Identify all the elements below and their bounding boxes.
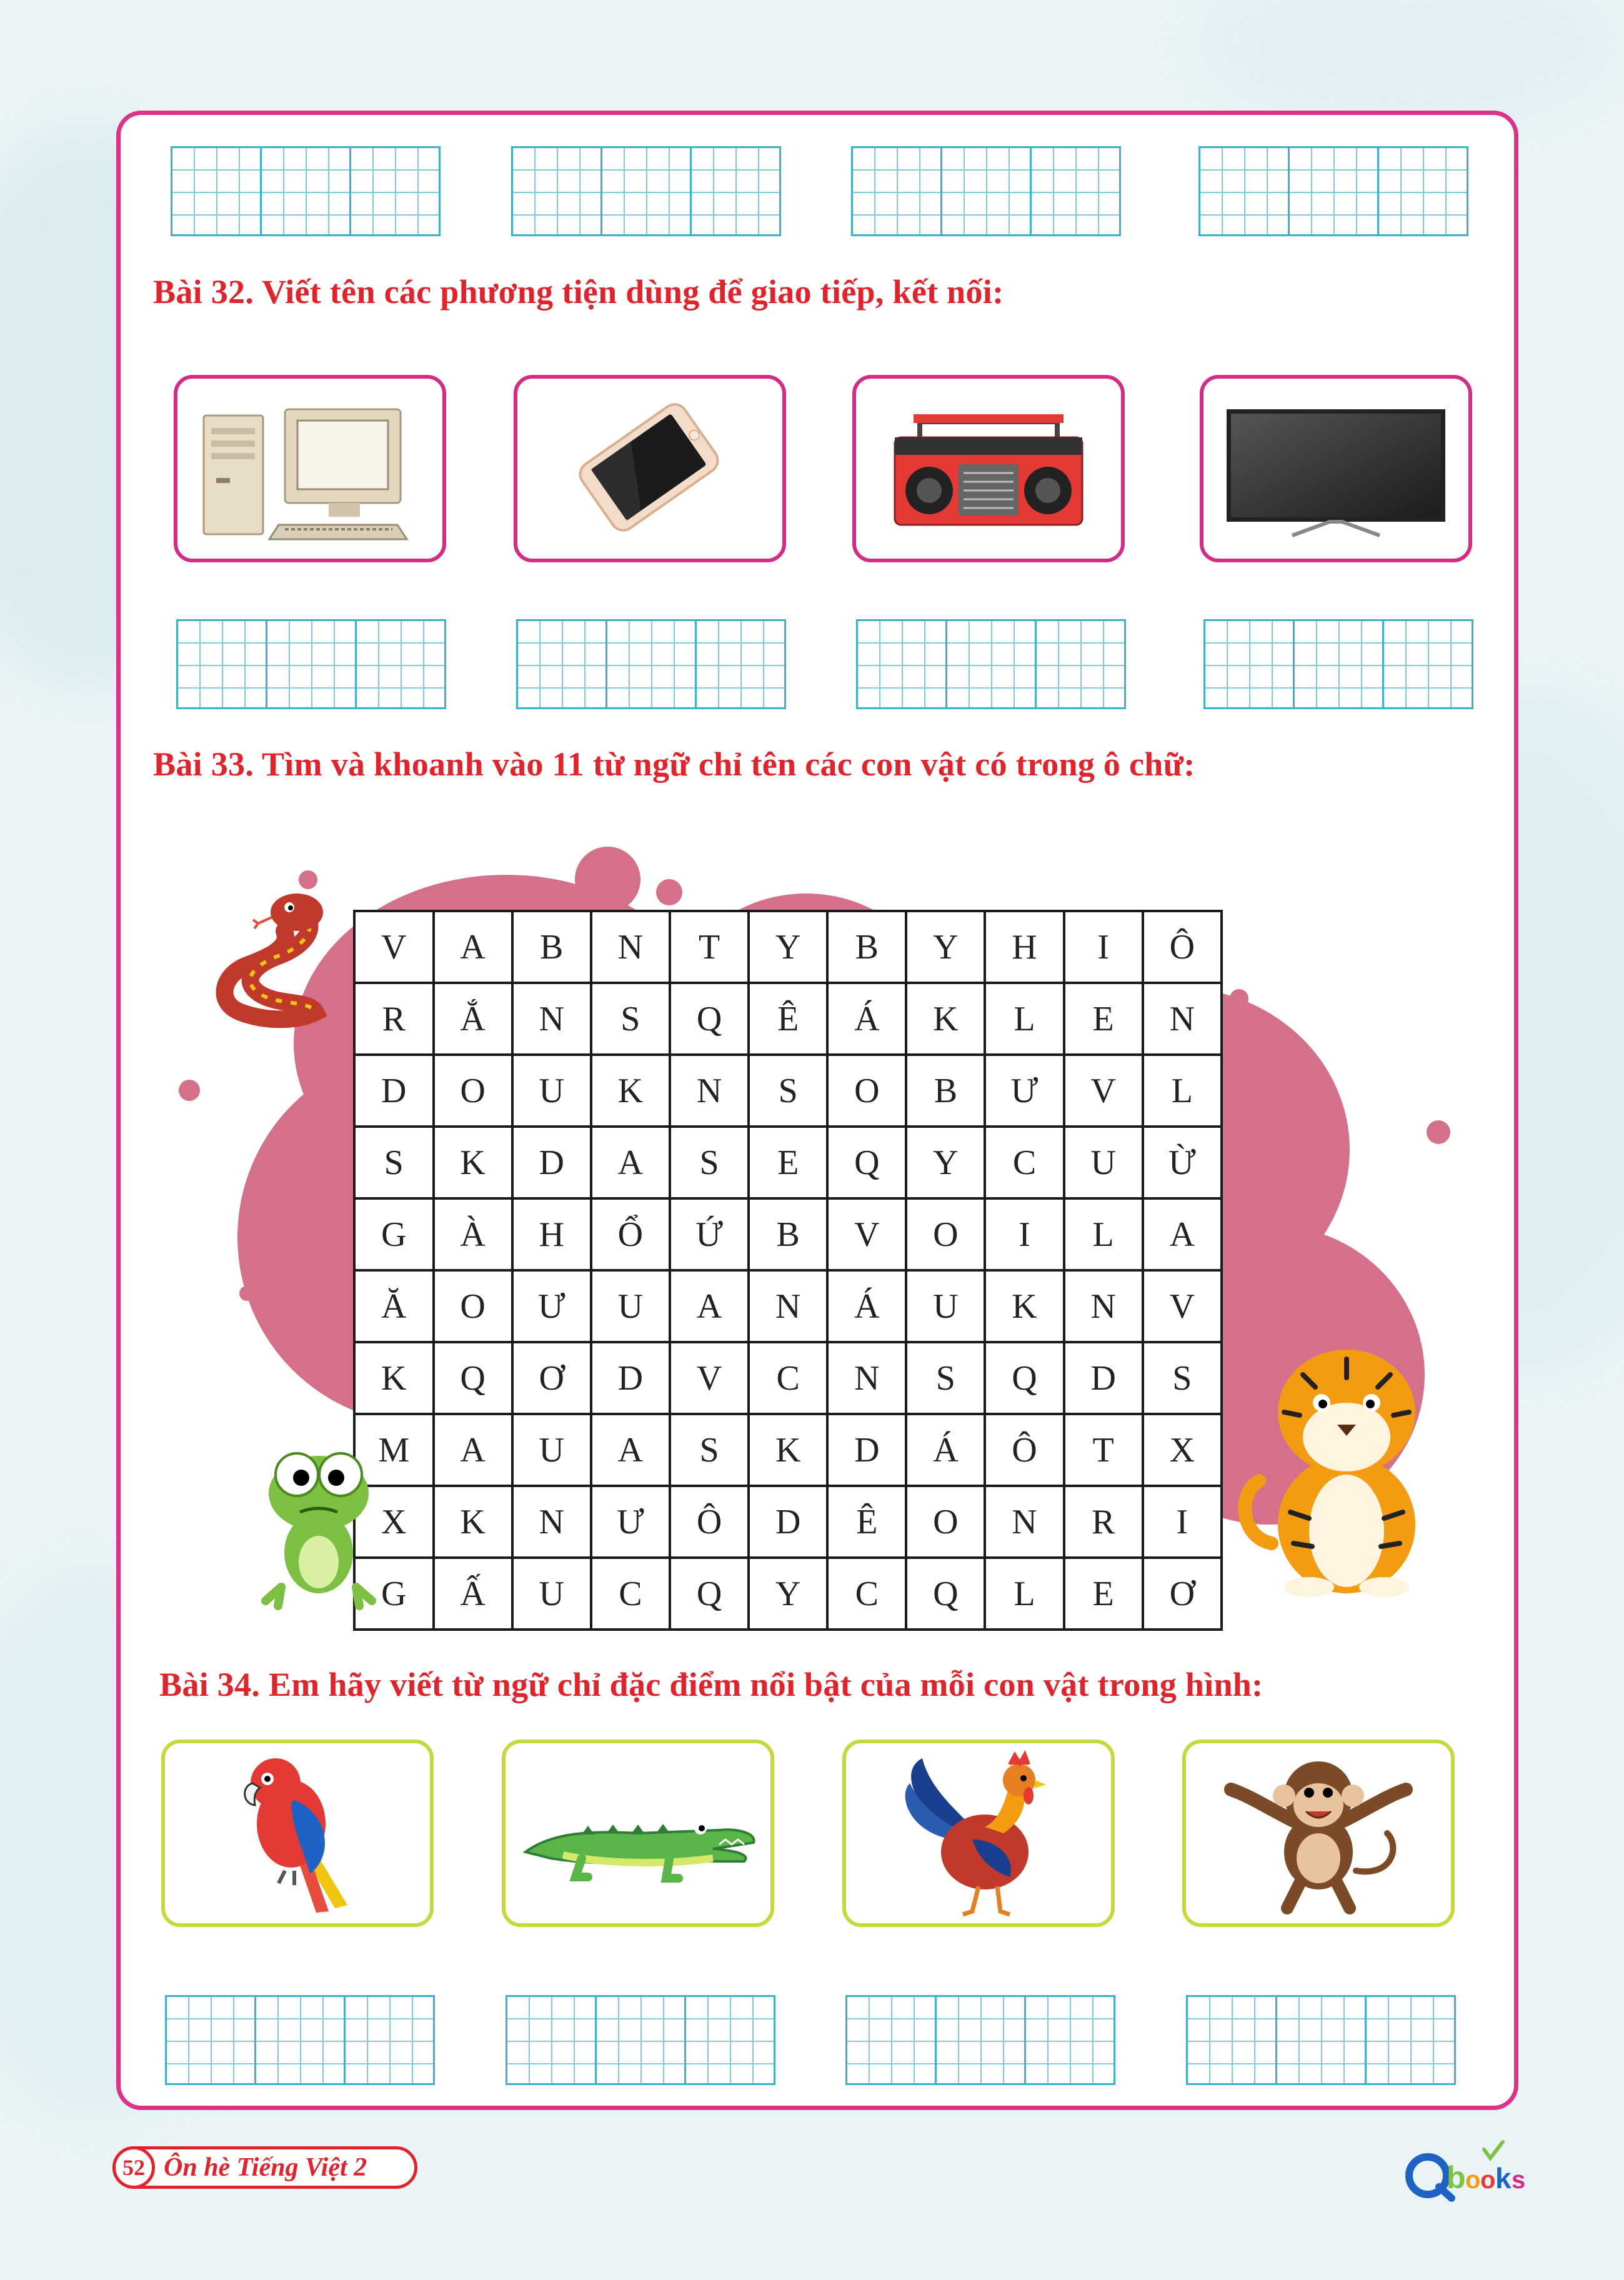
decor-dot <box>299 870 317 889</box>
decor-dot <box>656 879 682 905</box>
word-search-row <box>354 1198 1222 1270</box>
word-search-cell[interactable]: Ô <box>1143 911 1222 983</box>
word-search-row <box>354 1558 1222 1630</box>
word-search-cell[interactable]: K <box>906 983 985 1055</box>
word-search-cell[interactable]: K <box>354 1342 434 1414</box>
word-search-cell[interactable]: U <box>1064 1127 1143 1198</box>
word-search-cell[interactable]: Ắ <box>434 983 512 1055</box>
word-search-cell[interactable]: D <box>354 1055 434 1127</box>
word-search-cell[interactable]: U <box>906 1270 985 1342</box>
word-search-cell[interactable]: L <box>1064 1198 1143 1270</box>
picture-card-crocodile <box>502 1740 774 1927</box>
word-search-cell[interactable]: C <box>749 1342 827 1414</box>
word-search-cell[interactable]: H <box>985 911 1064 983</box>
svg-text:o: o <box>1465 2166 1481 2194</box>
word-search-cell[interactable]: Ấ <box>434 1558 512 1630</box>
word-search-cell[interactable]: N <box>1064 1270 1143 1342</box>
exercise-32-title: Bài 32. Viết tên các phương tiện dùng để giao tiếp, kết nối: <box>153 273 1004 311</box>
svg-text:s: s <box>1512 2166 1526 2194</box>
decor-blob <box>575 847 640 912</box>
word-search-cell[interactable]: O <box>434 1270 512 1342</box>
word-search-row <box>354 911 1222 983</box>
word-search-cell[interactable]: V <box>827 1198 906 1270</box>
word-search-cell[interactable]: Ơ <box>512 1342 591 1414</box>
word-search-cell[interactable]: N <box>827 1342 906 1414</box>
word-search-cell[interactable]: Ứ <box>670 1198 749 1270</box>
word-search-cell[interactable]: N <box>512 983 591 1055</box>
word-search-cell[interactable]: Ă <box>354 1270 434 1342</box>
word-search-cell[interactable]: U <box>512 1055 591 1127</box>
parrot-icon <box>216 1749 379 1918</box>
word-search-cell[interactable]: E <box>1064 983 1143 1055</box>
picture-card-smartphone <box>514 375 786 562</box>
svg-text:b: b <box>1447 2160 1466 2195</box>
word-search-row <box>354 1127 1222 1198</box>
word-search-cell[interactable]: D <box>749 1486 827 1558</box>
smartphone-icon <box>531 391 769 547</box>
tiger-icon <box>1234 1337 1447 1600</box>
word-search-cell[interactable]: D <box>512 1127 591 1198</box>
word-search-cell[interactable]: Y <box>749 1558 827 1630</box>
page-number: 52 <box>112 2146 155 2189</box>
word-search-cell[interactable]: B <box>749 1198 827 1270</box>
word-search-cell[interactable]: D <box>591 1342 670 1414</box>
word-search-cell[interactable]: C <box>985 1127 1064 1198</box>
writing-grid[interactable] <box>1198 146 1468 236</box>
word-search-cell[interactable]: S <box>1143 1342 1222 1414</box>
word-search-cell[interactable]: N <box>985 1486 1064 1558</box>
word-search-cell[interactable]: K <box>434 1486 512 1558</box>
television-icon <box>1217 391 1455 547</box>
word-search-cell[interactable]: V <box>354 911 434 983</box>
word-search-cell[interactable]: O <box>906 1486 985 1558</box>
word-search-cell[interactable]: Ư <box>591 1486 670 1558</box>
word-search-row <box>354 1486 1222 1558</box>
word-search-cell[interactable]: B <box>512 911 591 983</box>
word-search-cell[interactable]: V <box>1064 1055 1143 1127</box>
decor-dot <box>239 1286 254 1301</box>
word-search-cell[interactable]: Ê <box>749 983 827 1055</box>
picture-card-rooster <box>842 1740 1115 1927</box>
word-search-cell[interactable]: Q <box>670 983 749 1055</box>
svg-text:o: o <box>1480 2166 1496 2194</box>
word-search-cell[interactable]: V <box>1143 1270 1222 1342</box>
answer-grid-32-3[interactable] <box>856 619 1126 709</box>
answer-grid-32-1[interactable] <box>176 619 446 709</box>
word-search-cell[interactable]: S <box>354 1127 434 1198</box>
word-search-cell[interactable]: Ư <box>985 1055 1064 1127</box>
word-search-cell[interactable]: I <box>985 1198 1064 1270</box>
word-search-cell[interactable]: A <box>434 1414 512 1486</box>
picture-card-computer <box>174 375 446 562</box>
word-search-cell[interactable]: N <box>749 1270 827 1342</box>
word-search-row <box>354 1055 1222 1127</box>
word-search-cell[interactable]: Q <box>906 1558 985 1630</box>
word-search-cell[interactable]: U <box>512 1414 591 1486</box>
word-search-cell[interactable]: C <box>827 1558 906 1630</box>
word-search-cell[interactable]: L <box>1143 1055 1222 1127</box>
rooster-icon <box>879 1746 1079 1921</box>
word-search-cell[interactable]: Ư <box>512 1270 591 1342</box>
word-search-cell[interactable]: B <box>906 1055 985 1127</box>
answer-grid-34-4[interactable] <box>1186 1995 1456 2085</box>
word-search-cell[interactable]: Ô <box>985 1414 1064 1486</box>
word-search-cell[interactable]: Ừ <box>1143 1127 1222 1198</box>
answer-grid-34-3[interactable] <box>845 1995 1115 2085</box>
word-search-cell[interactable]: Q <box>670 1558 749 1630</box>
picture-card-parrot <box>161 1740 434 1927</box>
word-search-cell[interactable]: O <box>827 1055 906 1127</box>
decor-dot <box>1230 989 1248 1008</box>
word-search-cell[interactable]: K <box>749 1414 827 1486</box>
word-search-cell[interactable]: A <box>434 911 512 983</box>
word-search-cell[interactable]: U <box>591 1270 670 1342</box>
word-search-cell[interactable]: H <box>512 1198 591 1270</box>
svg-text:k: k <box>1495 2162 1512 2194</box>
word-search-cell[interactable]: Ổ <box>591 1198 670 1270</box>
word-search-cell[interactable]: O <box>906 1198 985 1270</box>
word-search-cell[interactable]: K <box>434 1127 512 1198</box>
word-search-cell[interactable]: X <box>354 1486 434 1558</box>
picture-card-radio <box>852 375 1125 562</box>
word-search-cell[interactable]: A <box>591 1414 670 1486</box>
word-search-cell[interactable]: D <box>827 1414 906 1486</box>
answer-grid-32-2[interactable] <box>516 619 786 709</box>
crocodile-icon <box>513 1771 763 1896</box>
word-search-cell[interactable]: Á <box>906 1414 985 1486</box>
word-search-cell[interactable]: Ô <box>670 1486 749 1558</box>
word-search-cell[interactable]: T <box>670 911 749 983</box>
word-search-cell[interactable]: G <box>354 1198 434 1270</box>
word-search-cell[interactable]: À <box>434 1198 512 1270</box>
word-search-cell[interactable]: Ơ <box>1143 1558 1222 1630</box>
word-search-cell[interactable]: A <box>670 1270 749 1342</box>
exercise-33-title: Bài 33. Tìm và khoanh vào 11 từ ngữ chỉ tên các con vật có trong ô chữ: <box>153 745 1195 783</box>
word-search-cell[interactable]: A <box>591 1127 670 1198</box>
answer-grid-34-1[interactable] <box>165 1995 435 2085</box>
word-search-cell[interactable]: Y <box>906 1127 985 1198</box>
computer-icon <box>191 391 429 547</box>
word-search-cell[interactable]: N <box>1143 983 1222 1055</box>
radio-cassette-icon <box>876 391 1101 547</box>
word-search-cell[interactable]: D <box>1064 1342 1143 1414</box>
word-search-cell[interactable]: I <box>1143 1486 1222 1558</box>
word-search-cell[interactable]: M <box>354 1414 434 1486</box>
word-search-cell[interactable]: R <box>1064 1486 1143 1558</box>
word-search-cell[interactable]: K <box>985 1270 1064 1342</box>
word-search-cell[interactable]: A <box>1143 1198 1222 1270</box>
word-search-cell[interactable]: E <box>749 1127 827 1198</box>
word-search-cell[interactable]: N <box>591 911 670 983</box>
qbooks-logo <box>1403 2137 1528 2206</box>
writing-grid[interactable] <box>851 146 1121 236</box>
picture-card-monkey <box>1182 1740 1455 1927</box>
word-search-cell[interactable]: Á <box>827 983 906 1055</box>
snake-icon <box>203 887 347 1031</box>
word-search-cell[interactable]: Y <box>906 911 985 983</box>
word-search-grid[interactable] <box>353 910 1223 1631</box>
word-search-row <box>354 1342 1222 1414</box>
word-search-cell[interactable]: E <box>1064 1558 1143 1630</box>
picture-card-television <box>1200 375 1472 562</box>
word-search-cell[interactable]: G <box>354 1558 434 1630</box>
word-search-cell[interactable]: B <box>827 911 906 983</box>
word-search-row <box>354 1414 1222 1486</box>
word-search-cell[interactable]: Q <box>827 1127 906 1198</box>
frog-icon <box>256 1437 381 1612</box>
word-search-cell[interactable]: C <box>591 1558 670 1630</box>
writing-grid[interactable] <box>171 146 441 236</box>
word-search-cell[interactable]: S <box>749 1055 827 1127</box>
writing-grid[interactable] <box>511 146 781 236</box>
answer-grid-34-2[interactable] <box>506 1995 775 2085</box>
word-search-cell[interactable]: X <box>1143 1414 1222 1486</box>
book-title: Ôn hè Tiếng Việt 2 <box>164 2153 367 2182</box>
word-search-cell[interactable]: V <box>670 1342 749 1414</box>
word-search-row <box>354 1270 1222 1342</box>
word-search-cell[interactable]: N <box>512 1486 591 1558</box>
exercise-34-title: Bài 34. Em hãy viết từ ngữ chỉ đặc điểm nổi bật của mỗi con vật trong hình: <box>159 1666 1263 1703</box>
monkey-icon <box>1212 1746 1425 1921</box>
word-search-cell[interactable]: Q <box>434 1342 512 1414</box>
word-search-cell[interactable]: R <box>354 983 434 1055</box>
word-search-cell[interactable]: T <box>1064 1414 1143 1486</box>
word-search-cell[interactable]: Á <box>827 1270 906 1342</box>
word-search-cell[interactable]: S <box>670 1127 749 1198</box>
word-search-cell[interactable]: I <box>1064 911 1143 983</box>
word-search-cell[interactable]: S <box>670 1414 749 1486</box>
word-search-cell[interactable]: S <box>591 983 670 1055</box>
answer-grid-32-4[interactable] <box>1203 619 1473 709</box>
word-search-cell[interactable]: Y <box>749 911 827 983</box>
decor-dot <box>1427 1120 1450 1144</box>
word-search-cell[interactable]: N <box>670 1055 749 1127</box>
word-search-cell[interactable]: O <box>434 1055 512 1127</box>
word-search-cell[interactable]: L <box>985 1558 1064 1630</box>
word-search-cell[interactable]: Ê <box>827 1486 906 1558</box>
decor-dot <box>179 1080 200 1101</box>
word-search-row <box>354 983 1222 1055</box>
word-search-cell[interactable]: S <box>906 1342 985 1414</box>
word-search-cell[interactable]: U <box>512 1558 591 1630</box>
word-search-cell[interactable]: Q <box>985 1342 1064 1414</box>
word-search-cell[interactable]: K <box>591 1055 670 1127</box>
word-search-cell[interactable]: L <box>985 983 1064 1055</box>
